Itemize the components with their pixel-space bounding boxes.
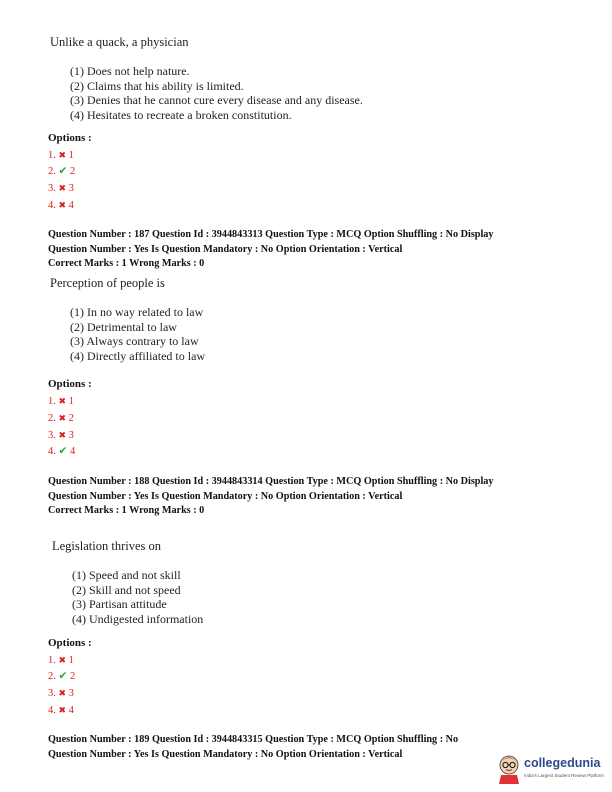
cross-icon: ✖ bbox=[58, 430, 67, 440]
choice-list bbox=[70, 305, 205, 363]
cross-icon: ✖ bbox=[58, 413, 67, 423]
options-list bbox=[48, 393, 75, 460]
options-list bbox=[48, 147, 75, 214]
choice-item: (4) Undigested information bbox=[72, 611, 204, 626]
option-row: 2. ✔ 2 bbox=[48, 671, 76, 682]
cross-icon: ✖ bbox=[58, 705, 67, 715]
option-row: 3. ✖ 3 bbox=[48, 183, 74, 194]
collegedunia-logo bbox=[496, 752, 606, 788]
choice-list bbox=[70, 64, 363, 122]
question-text: Unlike a quack, a physician bbox=[50, 35, 189, 49]
choice-item: (3) Always contrary to law bbox=[70, 334, 199, 349]
logo-text: collegedunia bbox=[524, 756, 601, 770]
question-text: Perception of people is bbox=[50, 276, 165, 290]
cross-icon: ✖ bbox=[58, 655, 67, 665]
check-icon: ✔ bbox=[58, 166, 68, 177]
choice-item: (4) Hesitates to recreate a broken constitution. bbox=[70, 107, 292, 122]
cross-icon: ✖ bbox=[58, 200, 67, 210]
option-row: 4. ✖ 4 bbox=[48, 200, 74, 211]
question-text: Legislation thrives on bbox=[52, 539, 162, 553]
choice-item: (2) Claims that his ability is limited. bbox=[70, 78, 244, 93]
option-row: 1. ✖ 1 bbox=[48, 150, 74, 161]
choice-list bbox=[72, 568, 203, 626]
option-row: 3. ✖ 3 bbox=[48, 430, 74, 441]
cross-icon: ✖ bbox=[58, 688, 67, 698]
question-meta: Question Number : 189 Question Id : 3944843315 Question Type : MCQ Option Shuffling : No Question Number : Yes Is Question Mandatory : No Option Orientation : Vertical bbox=[48, 734, 459, 760]
mascot-icon bbox=[496, 754, 522, 784]
choice-item: (1) Speed and not skill bbox=[72, 568, 181, 582]
options-list bbox=[48, 652, 75, 719]
choice-item: (3) Partisan attitude bbox=[72, 597, 167, 612]
logo-tagline: India's Largest Student Review Platform bbox=[524, 773, 604, 778]
option-row: 4. ✖ 4 bbox=[48, 705, 74, 716]
option-row: 1. ✖ 1 bbox=[48, 655, 74, 666]
choice-item: (1) Does not help nature. bbox=[70, 64, 190, 78]
choice-item: (4) Directly affiliated to law bbox=[70, 348, 206, 363]
options-label: Options : bbox=[48, 637, 92, 649]
option-row: 2. ✔ 2 bbox=[48, 166, 76, 177]
choice-item: (1) In no way related to law bbox=[70, 305, 204, 319]
check-icon: ✔ bbox=[58, 671, 68, 682]
option-row: 3. ✖ 3 bbox=[48, 688, 74, 699]
choice-item: (3) Denies that he cannot cure every disease and any disease. bbox=[70, 93, 363, 108]
choice-item: (2) Skill and not speed bbox=[72, 582, 181, 597]
question-meta: Question Number : 188 Question Id : 3944843314 Question Type : MCQ Option Shuffling : No Display Question Number : Yes Is Question Mandatory : No Option Orientation : Vertical Correct Marks : 1 Wrong Marks : 0 bbox=[48, 476, 494, 516]
cross-icon: ✖ bbox=[58, 183, 67, 193]
cross-icon: ✖ bbox=[58, 150, 67, 160]
option-row: 2. ✖ 2 bbox=[48, 413, 74, 424]
option-row: 4. ✔ 4 bbox=[48, 446, 76, 457]
options-label: Options : bbox=[48, 132, 92, 144]
check-icon: ✔ bbox=[58, 446, 68, 457]
question-meta: Question Number : 187 Question Id : 3944843313 Question Type : MCQ Option Shuffling : No Display Question Number : Yes Is Question Mandatory : No Option Orientation : Vertical Correct Marks : 1 Wrong Marks : 0 bbox=[48, 229, 494, 269]
option-row: 1. ✖ 1 bbox=[48, 396, 74, 407]
options-label: Options : bbox=[48, 378, 92, 390]
choice-item: (2) Detrimental to law bbox=[70, 319, 177, 334]
cross-icon: ✖ bbox=[58, 396, 67, 406]
